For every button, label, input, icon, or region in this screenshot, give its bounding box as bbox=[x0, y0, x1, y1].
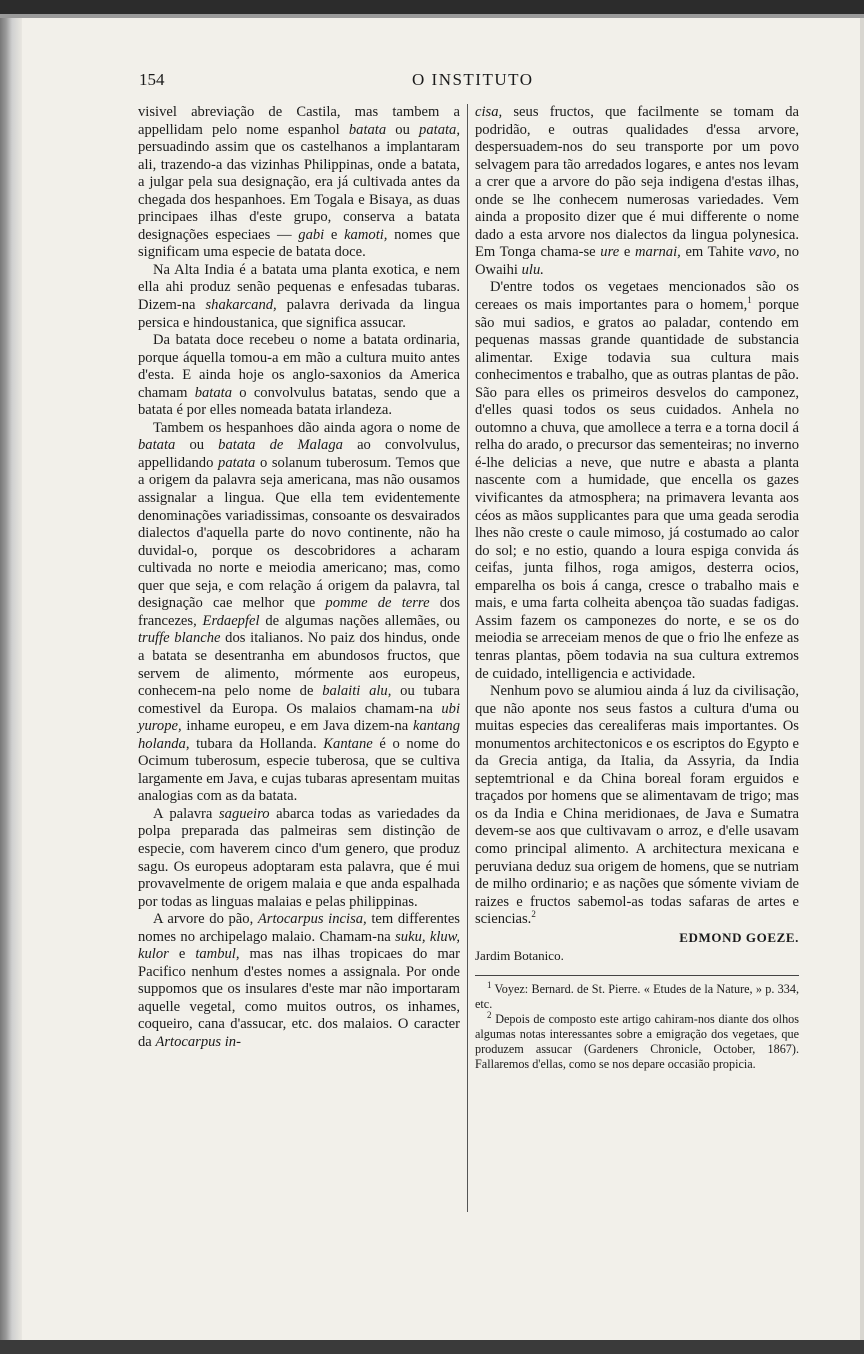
footnote-rule bbox=[475, 975, 799, 976]
scan-top-shadow bbox=[0, 14, 864, 18]
footnote-ref: 2 bbox=[531, 909, 536, 920]
paragraph: Nenhum povo se alumiou ainda á luz da civilisação, que não aponte nos seus fastos a cultura d'uma ou muitas especies das cerealiferas mais importantes. Os monumentos architectonicos e os escriptos do Egypto e da Grecia antiga, da Italia, da Assyria, da India septemtrional e da China boreal foram erguidos e traçados por homens que se alimentavam de trigo; mas os da India e China meridionaes, de Java e Sumatra devem-se aos que cultivavam o arroz, e d'elle usavam como principal alimento. A architectura mexicana e peruviana deduz sua origem de homens, que se nutriam de milho ordinario; e as nações que sómente viviam de raizes e fructos sabemol-as todas safaras de artes e sciencias.$^2$ bbox=[475, 683, 799, 928]
page-right-edge bbox=[860, 18, 864, 1340]
column-divider bbox=[467, 104, 468, 1212]
paragraph: D'entre todos os vegetaes mencionados são os cereaes os mais importantes para o homem,$^1$ porque são mui sadios, e gratos ao paladar, contendo em pequenas massas grande quantidade de substancia alimentar. Exige todavia sua cultura mais conhecimentos e trabalho, que as outras plantas de pão. São para elles os primeiros desvelos do camponez, d'elles quasi todos os seus cuidados. Anhela no outomno a chuva, que amollece a terra e a torna docil á relha do arado, o precursor das sementeiras; no inverno é-lhe delicias a neve, que nutre e abasta a planta nascente com a humidade, que encella os gazes vivificantes da atmosphera; na primavera levanta aos céos as mãos supplicantes para que uma geada serodia lhes não creste o caule mimoso, já costumado ao calor do sol; e no estio, quando a loura espiga convida ás ceifas, junta filhos, roga amigos, desterra ocios, emparelha os bois á canga, cresce o trabalho mais e mais, e uma farta colheita abençoa tão suadas fadigas. Assim fazem os camponezes do norte, e se os do meiodia se arreceiam menos de que o frio lhe enfeze as tenras plantas, põem todavia na sua cultura extremos de cuidado, intelligencia e actividade. bbox=[475, 279, 799, 682]
place-line: Jardim Botanico. bbox=[475, 948, 564, 964]
paragraph: cisa, seus fructos, que facilmente se tomam da podridão, e outras qualidades d'essa arvore, despersuadem-nos do seu transporte por um povo selvagem para tão arredados logares, e antes nos levam a crer que a arvore do pão seja indigena d'estas ilhas, onde se lhe conhecem numerosas variedades. Vem ainda a proposito dizer que é mui differente o nome dado a esta arvore nos dialectos da lingua polynesica. Em Tonga chama-se ure e marnai, em Tahite vavo, no Owaihi ulu. bbox=[475, 104, 799, 278]
paragraph: A palavra sagueiro abarca todas as variedades da polpa preparada das palmeiras sem distinção de especie, com haverem cinco d'um genero, que produz sagu. Os europeus adoptaram esta palavra, que é mui provavelmente de origem malaia e que anda espalhada por todas as linguas malaias e pelas philippinas. bbox=[138, 805, 460, 910]
footnotes bbox=[475, 979, 799, 1072]
running-head: O INSTITUTO bbox=[412, 70, 534, 89]
page-number: 154 bbox=[139, 70, 165, 89]
scan-bottom-edge bbox=[0, 1340, 864, 1354]
paragraph: A arvore do pão, Artocarpus incisa, tem differentes nomes no archipelago malaio. Chamam-na suku, kluw, kulor e tambul, mas nas ilhas tropicaes do mar Pacifico nenhum d'estes nomes a assignala. Por onde suppomos que os insulares d'este mar não importaram aquelle vegetal, como muitos outros, os inhames, coqueiro, cana d'assucar, etc. dos malaios. O caracter da Artocarpus in- bbox=[138, 911, 461, 1050]
paragraph: Tambem os hespanhoes dão ainda agora o nome de batata ou batata de Malaga ao convolvulus, appellidando patata o solanum tuberosum. Temos que a origem da palavra seja americana, mas não ousamos assignalar a lingua. Que ella tem evidentemente denominações variadissimas, consoante os desvairados dialectos d'aquella parte do novo continente, não ha duvidal-o, porque os descobridores a acharam cultivada no norte e meiodia americano; mas, como quer que seja, e com relação á origem da palavra, tal designação cae melhor que pomme de terre dos francezes, Erdaepfel de algumas nações allemães, ou truffe blanche dos italianos. No paiz dos hindus, onde a batata se desentranha em abundosos fructos, que servem de alimento, mórmente aos europeus, conhecem-na pelo nome de balaiti alu, ou tubara comestivel da Europa. Os malaios chamam-na ubi yurope, inhame europeu, e em Java dizem-na kantang holanda, tubara da Hollanda. Kantane é o nome do Ocimum tuberosum, especie tuberosa, que se cultiva largamente em Java, e cujas tubaras apresentam muitas analogias com as da batata. bbox=[138, 419, 461, 805]
paragraph: Na Alta India é a batata uma planta exotica, e nem ella ahi produz senão pequenas e enfesadas tubaras. Dizem-na shakarcand, palavra derivada da lingua persica e hindoustanica, que significa assucar. bbox=[138, 261, 460, 331]
author-signature: EDMOND GOEZE. bbox=[679, 929, 799, 945]
footnote: $^1$ Voyez: Bernard. de St. Pierre. « Etudes de la Nature, » p. 334, etc. bbox=[475, 979, 799, 1011]
scan-top-edge bbox=[0, 0, 864, 14]
footnote: $^2$ Depois de composto este artigo cahiram-nos diante dos olhos algumas notas interessantes sobre a emigração dos vegetaes, que produzem assucar (Gardeners Chronicle, October, 1867). Fallaremos d'ellas, como se nos depare occasião propicia. bbox=[475, 1009, 799, 1071]
right-column bbox=[475, 104, 799, 1072]
footnote-ref: 1 bbox=[747, 295, 752, 306]
paragraph: Da batata doce recebeu o nome a batata ordinaria, porque áquella tomou-a em mão a cultura muito antes d'esta. E ainda hoje os anglo-saxonios da America chamam batata o convolvulus batatas, sendo que a batata é por elles nomeada batata irlandeza. bbox=[138, 332, 460, 419]
signature-line bbox=[475, 929, 799, 948]
left-column bbox=[138, 104, 460, 1052]
paragraph: visivel abreviação de Castila, mas tambem a appellidam pelo nome espanhol batata ou patata, persuadindo assim que os castelhanos a implantaram ali, trazendo-a das vizinhas Philippinas, onde a batata, a julgar pela sua designação, era já cultivada antes da chegada dos hespanhoes. Em Togala e Bisaya, as duas principaes ilhas d'este grupo, conserva a batata designações especiaes — gabi e kamoti, nomes que significam uma especie de batata doce. bbox=[138, 104, 460, 261]
book-binding-shadow bbox=[0, 18, 22, 1340]
